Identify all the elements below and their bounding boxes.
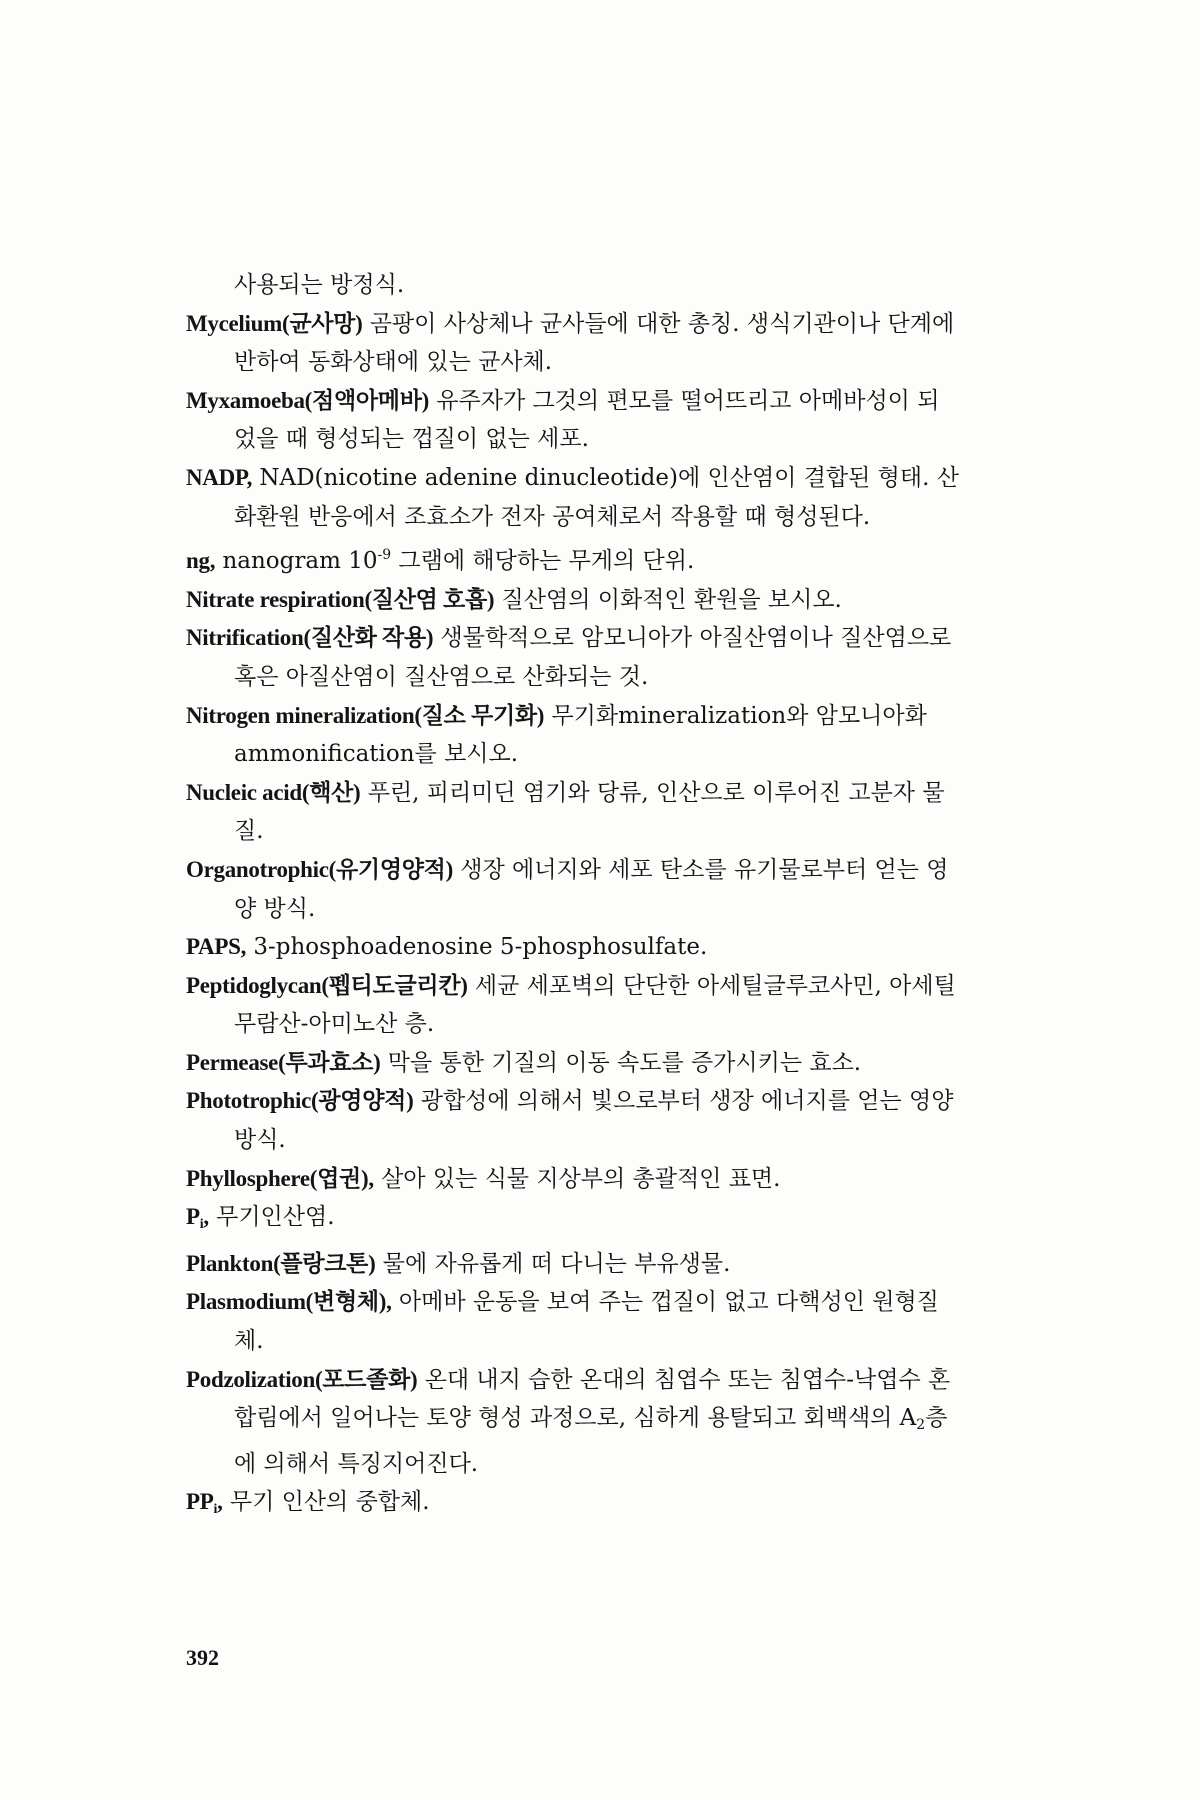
- entry-definition: 무기인산염.: [216, 1204, 335, 1231]
- definition-text: nanogram 10: [222, 548, 378, 575]
- glossary-entry: [186, 1198, 960, 1245]
- glossary-entry: [186, 1283, 960, 1360]
- entry-term: Nitrogen mineralization(질소 무기화): [186, 702, 545, 728]
- glossary-entry: [186, 536, 960, 581]
- entry-term: ng,: [186, 548, 216, 574]
- entry-definition: 세균 세포벽의 단단한 아세틸글루코사민, 아세틸무람산-아미노산 층.: [234, 972, 956, 1038]
- glossary-entries: [186, 266, 960, 1530]
- subscript: i: [199, 1217, 204, 1233]
- glossary-entry: [186, 1082, 960, 1159]
- term-text: ,: [217, 1489, 223, 1515]
- entry-term: PAPS,: [186, 934, 247, 960]
- glossary-entry: [186, 1483, 960, 1530]
- definition-text: 층에 의해서 특징지어진다.: [234, 1405, 948, 1477]
- glossary-entry: [186, 928, 960, 967]
- glossary-entry: [186, 1245, 960, 1284]
- glossary-entry: [186, 1160, 960, 1199]
- entry-definition: 살아 있는 식물 지상부의 총괄적인 표면.: [381, 1165, 781, 1192]
- entry-term: Myxamoeba(점액아메바): [186, 387, 429, 413]
- term-text: PP: [186, 1489, 214, 1515]
- term-text: ,: [203, 1204, 209, 1230]
- term-text: P: [186, 1204, 200, 1230]
- glossary-entry: [186, 266, 960, 305]
- entry-term: Organotrophic(유기영양적): [186, 856, 453, 882]
- entry-definition: 생장 에너지와 세포 탄소를 유기물로부터 얻는 영양 방식.: [234, 856, 949, 922]
- entry-definition: 푸린, 피리미딘 염기와 당류, 인산으로 이루어진 고분자 물질.: [234, 779, 945, 845]
- glossary-entry: [186, 697, 960, 774]
- glossary-entry: [186, 774, 960, 851]
- entry-term: Plankton(플랑크톤): [186, 1250, 376, 1276]
- glossary-entry: [186, 1361, 960, 1484]
- entry-term: Phyllosphere(엽권),: [186, 1165, 374, 1191]
- entry-term: Permease(투과효소): [186, 1049, 381, 1075]
- entry-term: Mycelium(균사망): [186, 310, 363, 336]
- page-number: 392: [186, 1645, 219, 1670]
- entry-definition: 생물학적으로 암모니아가 아질산염이나 질산염으로 혹은 아질산염이 질산염으로 산화되는 것.: [234, 625, 952, 690]
- entry-definition: 물에 자유롭게 떠 다니는 부유생물.: [382, 1250, 731, 1277]
- glossary-entry: [186, 967, 960, 1044]
- entry-definition: 무기화mineralization와 암모니아화ammonification를 보시오.: [234, 702, 927, 768]
- entry-definition: 무기 인산의 중합체.: [229, 1489, 430, 1516]
- entry-definition: 사용되는 방정식.: [234, 272, 405, 298]
- superscript: -9: [377, 547, 392, 564]
- entry-term: NADP,: [186, 464, 253, 490]
- entry-term: Nucleic acid(핵산): [186, 779, 361, 805]
- glossary-entry: [186, 619, 960, 696]
- entry-term: Podzolization(포드졸화): [186, 1366, 418, 1392]
- entry-term: Nitrate respiration(질산염 호흡): [186, 586, 495, 612]
- glossary-entry: [186, 459, 960, 536]
- entry-definition: 질산염의 이화적인 환원을 보시오.: [501, 586, 842, 613]
- entry-term: Phototrophic(광영양적): [186, 1088, 414, 1114]
- glossary-entry: [186, 1044, 960, 1083]
- subscript: i: [213, 1502, 218, 1518]
- entry-definition: 곰팡이 사상체나 균사들에 대한 총칭. 생식기관이나 단계에 반하여 동화상태에 있는 균사체.: [234, 310, 955, 376]
- entry-definition: 아메바 운동을 보여 주는 껍질이 없고 다핵성인 원형질체.: [234, 1289, 939, 1355]
- entry-term: [186, 1489, 223, 1518]
- entry-definition: 광합성에 의해서 빛으로부터 생장 에너지를 얻는 영양 방식.: [234, 1088, 954, 1154]
- entry-definition: 유주자가 그것의 편모를 떨어뜨리고 아메바성이 되었을 때 형성되는 껍질이 없는 세포.: [234, 387, 940, 453]
- entry-definition: NAD(nicotine adenine dinucleotide)에 인산염이 결합된 형태. 산화환원 반응에서 조효소가 전자 공여체로서 작용할 때 형성된다.: [234, 464, 959, 530]
- entry-term: [186, 1204, 209, 1233]
- entry-definition: 3-phosphoadenosine 5-phosphosulfate.: [253, 934, 708, 961]
- entry-term: Nitrification(질산화 작용): [186, 625, 434, 651]
- definition-text: 그램에 해당하는 무게의 단위.: [391, 548, 695, 575]
- glossary-entry: [186, 305, 960, 382]
- glossary-entry: [186, 581, 960, 620]
- entry-term: Plasmodium(변형체),: [186, 1289, 392, 1315]
- subscript: 2: [916, 1417, 926, 1434]
- glossary-entry: [186, 851, 960, 928]
- entry-term: Peptidoglycan(펩티도글리칸): [186, 972, 468, 998]
- entry-definition: [222, 548, 694, 574]
- glossary-entry: [186, 382, 960, 459]
- entry-definition: 막을 통한 기질의 이동 속도를 증가시키는 효소.: [387, 1049, 862, 1076]
- definition-text: 온대 내지 습한 온대의 침엽수 또는 침엽수-낙엽수 혼합림에서 일어나는 토양 형성 과정으로, 심하게 용탈되고 회백색의 A: [234, 1366, 951, 1432]
